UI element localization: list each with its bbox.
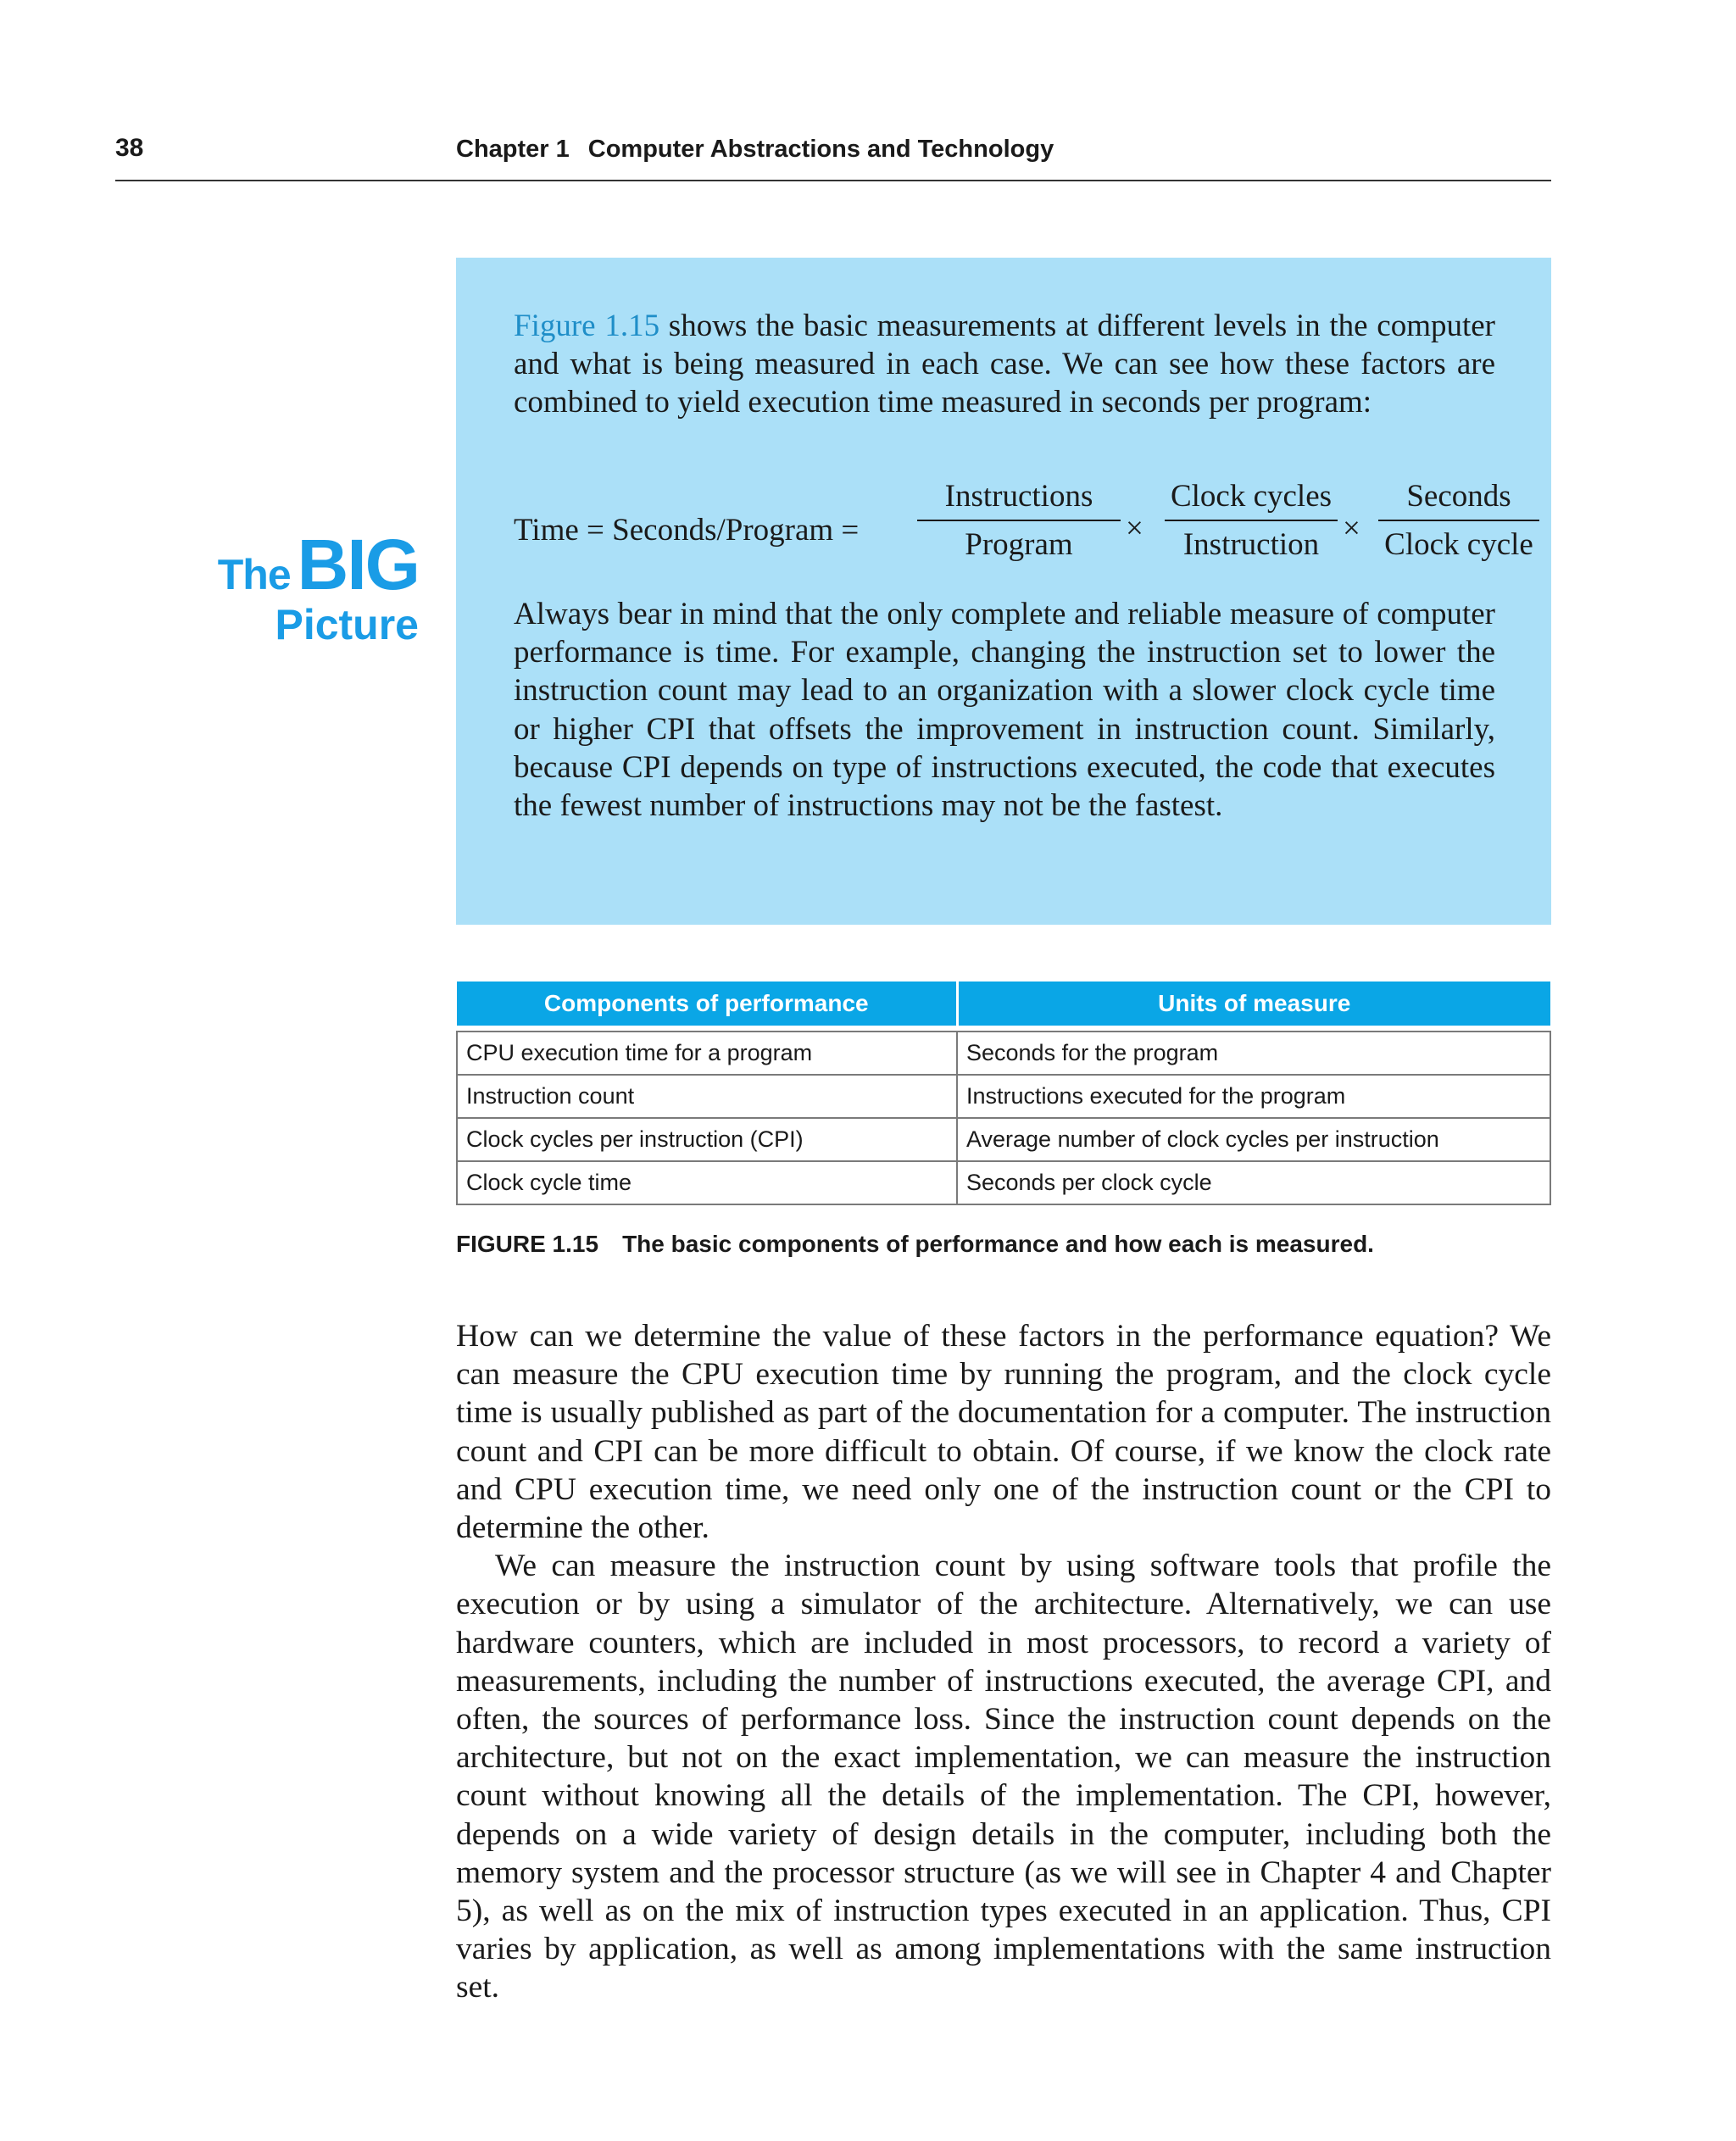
multiply-sign: × — [1343, 511, 1360, 546]
figure-caption — [456, 1231, 1374, 1258]
table-header-row — [457, 982, 1550, 1026]
figure-caption-text: The basic components of performance and how each is measured. — [622, 1231, 1374, 1257]
table-row — [457, 1118, 1550, 1161]
table-cell-unit: Instructions executed for the program — [957, 1075, 1550, 1118]
fraction-cycles-per-instruction — [1165, 478, 1338, 563]
fraction-denominator: Clock cycle — [1378, 520, 1539, 563]
big-picture-intro-text: shows the basic measurements at different levels in the computer and what is being measured in each case. We can see how these factors are combined to yield execution time measured in seconds per program: — [514, 309, 1495, 420]
header-rule — [115, 180, 1551, 181]
table-row — [457, 1075, 1550, 1118]
body-text — [456, 1317, 1551, 2007]
big-picture-the: The — [217, 551, 291, 598]
table-header-components: Components of performance — [457, 982, 957, 1026]
equation-lhs: Time = Seconds/Program = — [514, 513, 860, 548]
table-cell-component: Clock cycles per instruction (CPI) — [457, 1118, 957, 1161]
table-cell-unit: Seconds per clock cycle — [957, 1161, 1550, 1204]
fraction-numerator: Instructions — [944, 479, 1093, 514]
big-picture-picture: Picture — [275, 601, 419, 648]
table-spacer — [457, 1026, 1550, 1032]
table-cell-component: CPU execution time for a program — [457, 1032, 957, 1075]
big-picture-intro — [514, 307, 1495, 421]
chapter-title: Computer Abstractions and Technology — [587, 136, 1054, 163]
fraction-numerator: Clock cycles — [1170, 479, 1333, 514]
table-cell-component: Clock cycle time — [457, 1161, 957, 1204]
body-paragraph: We can measure the instruction count by using software tools that profile the execution or by using a simulator of the architecture. Alternatively, we can use hardware counters, which are included in most processors, to record a variety of measurements, including the number of instructions executed, the average CPI, and often, the sources of performance loss. Since the instruction count depends on the architecture, but not on the exact implementation, we can measure the instruction count without knowing all the details of the implementation. The CPI, however, depends on a wide variety of design details in the computer, including both the memory system and the processor structure (as we will see in Chapter 4 and Chapter 5), as well as on the mix of instruction types executed in an application. Thus, CPI varies by application, as well as among implementations with the same instruction set. — [456, 1549, 1551, 2005]
performance-equation — [514, 478, 1533, 571]
fraction-denominator: Program — [917, 520, 1121, 563]
table-header-units: Units of measure — [957, 982, 1550, 1026]
table-cell-component: Instruction count — [457, 1075, 957, 1118]
body-paragraph: How can we determine the value of these factors in the performance equation? We can measure the CPU execution time by running the program, and the clock cycle time is usually published as part of the documentation for a computer. The instruction count and CPI can be more difficult to obtain. Of course, if we know the clock rate and CPU execution time, we need only one of the instruction count or the CPI to determine the other. — [456, 1319, 1551, 1546]
figure-caption-label: FIGURE 1.15 — [456, 1231, 599, 1257]
chapter-label: Chapter 1 — [456, 136, 570, 163]
table-row — [457, 1032, 1550, 1075]
big-picture-conclusion: Always bear in mind that the only complete and reliable measure of computer performance is time. For example, changing the instruction set to lower the instruction count may lead to an organization with a slower clock cycle time or higher CPI that offsets the improvement in instruction count. Similarly, because CPI depends on type of instructions executed, the code that executes the fewest number of instructions may not be the fastest. — [514, 597, 1495, 824]
fraction-instructions-per-program — [917, 478, 1121, 563]
performance-components-table — [456, 982, 1551, 1205]
fraction-numerator: Seconds — [1406, 479, 1511, 514]
table-cell-unit: Average number of clock cycles per instruction — [957, 1118, 1550, 1161]
fraction-seconds-per-cycle — [1378, 478, 1539, 563]
big-picture-big: BIG — [297, 525, 419, 604]
multiply-sign: × — [1126, 511, 1143, 546]
big-picture-box — [456, 258, 1551, 925]
page-number: 38 — [115, 134, 144, 162]
figure-reference-link[interactable]: Figure 1.15 — [514, 309, 660, 343]
fraction-denominator: Instruction — [1165, 520, 1338, 563]
table-row — [457, 1161, 1550, 1204]
running-header — [456, 136, 1054, 164]
table-cell-unit: Seconds for the program — [957, 1032, 1550, 1075]
big-picture-label — [119, 525, 419, 648]
table-spacer-cell — [457, 1026, 1550, 1032]
